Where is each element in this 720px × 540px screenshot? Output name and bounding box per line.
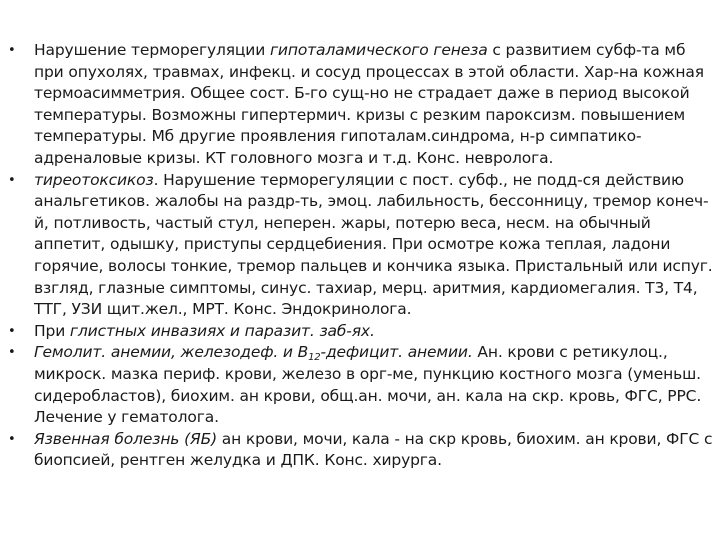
bullet-dot-icon: • bbox=[8, 323, 16, 339]
bullet-thyrotoxicosis bbox=[0, 170, 720, 321]
bullet-text-italic: -дефицит. анемии. bbox=[320, 343, 473, 362]
bullet-ulcer bbox=[0, 429, 720, 472]
bullet-text: Нарушение терморегуляции bbox=[34, 41, 270, 59]
bullet-hypothalamic bbox=[0, 40, 720, 170]
subscript: 12 bbox=[308, 352, 321, 364]
bullet-text: ан крови, мочи, кала - на скр кровь, биохим. ан крови, ФГС с биопсией, рентген желудка и ДПК. Конс. хирурга. bbox=[34, 429, 713, 470]
bullet-text: . Нарушение терморегуляции с пост. субф., не подд-ся действию анальгетиков. жалобы на раздр-ть, эмоц. лабильность, бессонницу, тремор конеч-й, потливость, частый стул, неперен. жары, потерю веса, несм. на обычный аппетит, одышку, приступы сердцебиения. При осмотре кожа теплая, ладони горячие, волосы тонкие, тремор пальцев и кончика языка. Пристальный или испуг. взгляд, глазные симптомы, синус. тахиар, мерц. аритмия, кардиомегалия. Т3, Т4, ТТГ, УЗИ щит.жел., МРТ. Конс. Эндокринолога. bbox=[34, 170, 713, 319]
bullet-dot-icon: • bbox=[8, 431, 16, 447]
bullet-dot-icon: • bbox=[8, 345, 16, 361]
bullet-helminths bbox=[0, 321, 720, 343]
bullet-list bbox=[0, 40, 720, 472]
bullet-dot-icon: • bbox=[8, 172, 16, 188]
bullet-text: с развитием субф-та мб при опухолях, травмах, инфекц. и сосуд процессах в этой области. Хар-на кожная термоасимметрия. Общее сост. Б-го сущ-но не страдает даже в период высокой температуры. Возможны гипертермич. кризы с резким пароксизм. повышением температуры. Мб другие проявления гипоталам.синдрома, н-р симпатико-адреналовые кризы. КТ головного мозга и т.д. Конс. невролога. bbox=[34, 41, 704, 167]
bullet-text-italic: гипоталамического генеза bbox=[269, 41, 488, 59]
bullet-text: При bbox=[34, 321, 70, 340]
bullet-text-italic: Язвенная болезнь (ЯБ) bbox=[34, 429, 217, 448]
bullet-dot-icon: • bbox=[8, 43, 16, 58]
bullet-text-italic: глистных инвазиях и паразит. заб-ях. bbox=[69, 321, 375, 340]
bullet-text-italic: тиреотоксикоз bbox=[34, 170, 154, 189]
bullet-anemia bbox=[0, 342, 720, 428]
bullet-text: Ан. крови с ретикулоц., микроск. мазка периф. крови, железо в орг-ме, пункцию костного мозга (уменьш. сидеробластов), биохим. ан крови, общ.ан. мочи, ан. кала на скр. кровь, ФГС, РРС. Лечение у гематолога. bbox=[34, 343, 702, 427]
bullet-text-italic: Гемолит. анемии, железодеф. и В bbox=[34, 343, 309, 362]
